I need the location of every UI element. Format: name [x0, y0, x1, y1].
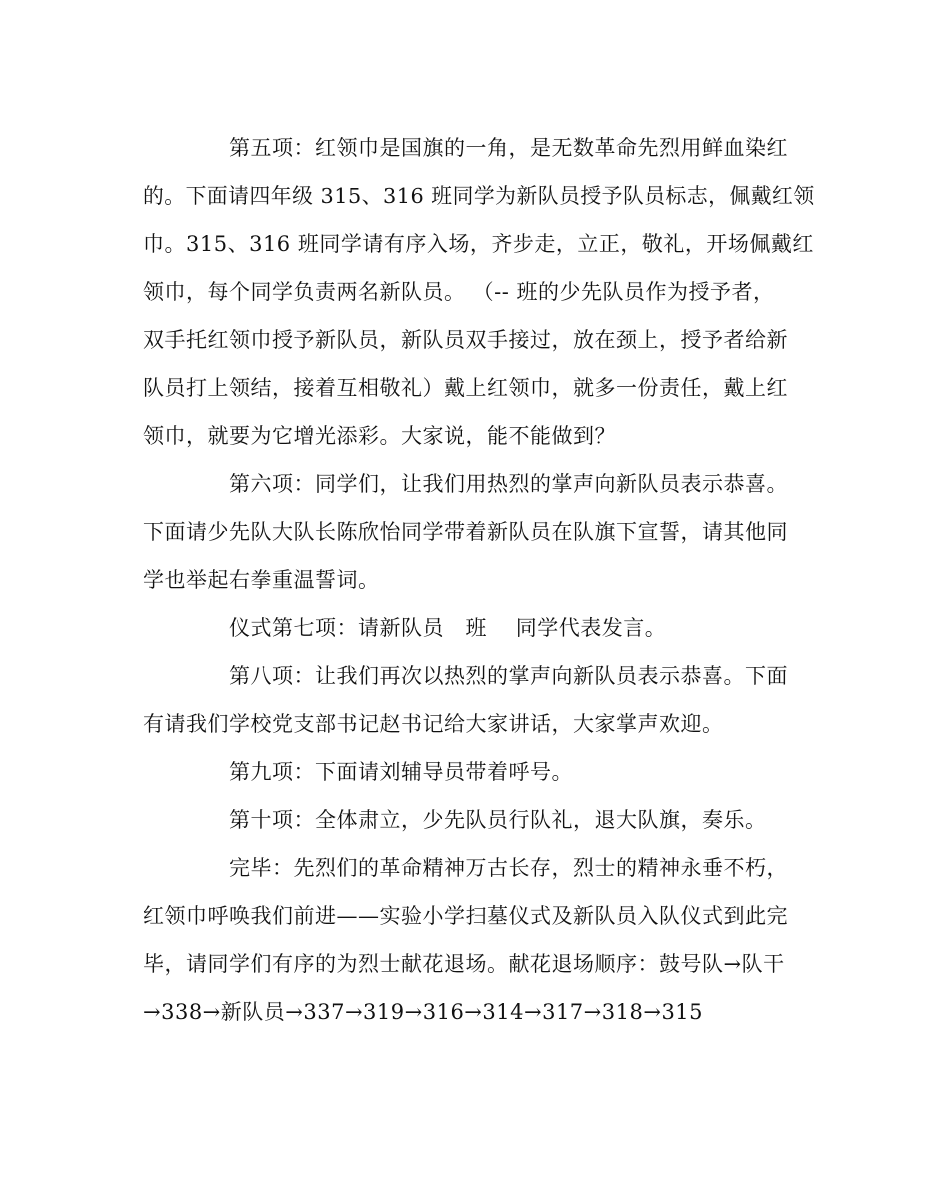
paragraph-6-line-3: 学也举起右拳重温誓词。 — [143, 568, 380, 592]
paragraph-end-line-2: 红领巾呼唤我们前进——实验小学扫墓仪式及新队员入队仪式到此完 — [143, 904, 788, 928]
paragraph-end-line-1: 完毕：先烈们的革命精神万古长存，烈士的精神永垂不朽， — [229, 856, 788, 880]
paragraph-5-line-6: 队员打上领结，接着互相敬礼）戴上红领巾，就多一份责任，戴上红 — [143, 376, 788, 400]
paragraph-6-line-1: 第六项：同学们，让我们用热烈的掌声向新队员表示恭喜。 — [229, 472, 788, 496]
paragraph-5-line-5: 双手托红领巾授予新队员，新队员双手接过，放在颈上，授予者给新 — [143, 328, 788, 352]
paragraph-7-line-1: 仪式第七项：请新队员 班 同学代表发言。 — [229, 616, 667, 640]
paragraph-5-line-7: 领巾，就要为它增光添彩。大家说，能不能做到？ — [143, 424, 616, 448]
paragraph-10-line-1: 第十项：全体肃立，少先队员行队礼，退大队旗，奏乐。 — [229, 808, 767, 832]
paragraph-5-line-3: 巾。315、316 班同学请有序入场，齐步走，立正，敬礼，开场佩戴红 — [143, 232, 814, 256]
paragraph-8-line-2: 有请我们学校党支部书记赵书记给大家讲话，大家掌声欢迎。 — [143, 712, 724, 736]
paragraph-9-line-1: 第九项：下面请刘辅导员带着呼号。 — [229, 760, 573, 784]
paragraph-end-line-4: →338→新队员→337→319→316→314→317→318→315 — [143, 1000, 704, 1024]
paragraph-end-line-3: 毕，请同学们有序的为烈士献花退场。献花退场顺序：鼓号队→队干 — [143, 952, 785, 976]
paragraph-8-line-1: 第八项：让我们再次以热烈的掌声向新队员表示恭喜。下面 — [229, 664, 788, 688]
paragraph-5-line-2: 的。下面请四年级 315、316 班同学为新队员授予队员标志，佩戴红领 — [143, 184, 815, 208]
paragraph-6-line-2: 下面请少先队大队长陈欣怡同学带着新队员在队旗下宣誓，请其他同 — [143, 520, 788, 544]
paragraph-5-line-1: 第五项：红领巾是国旗的一角，是无数革命先烈用鲜血染红 — [229, 136, 788, 160]
paragraph-5-line-4: 领巾，每个同学负责两名新队员。 （-- 班的少先队员作为授予者， — [143, 280, 775, 304]
